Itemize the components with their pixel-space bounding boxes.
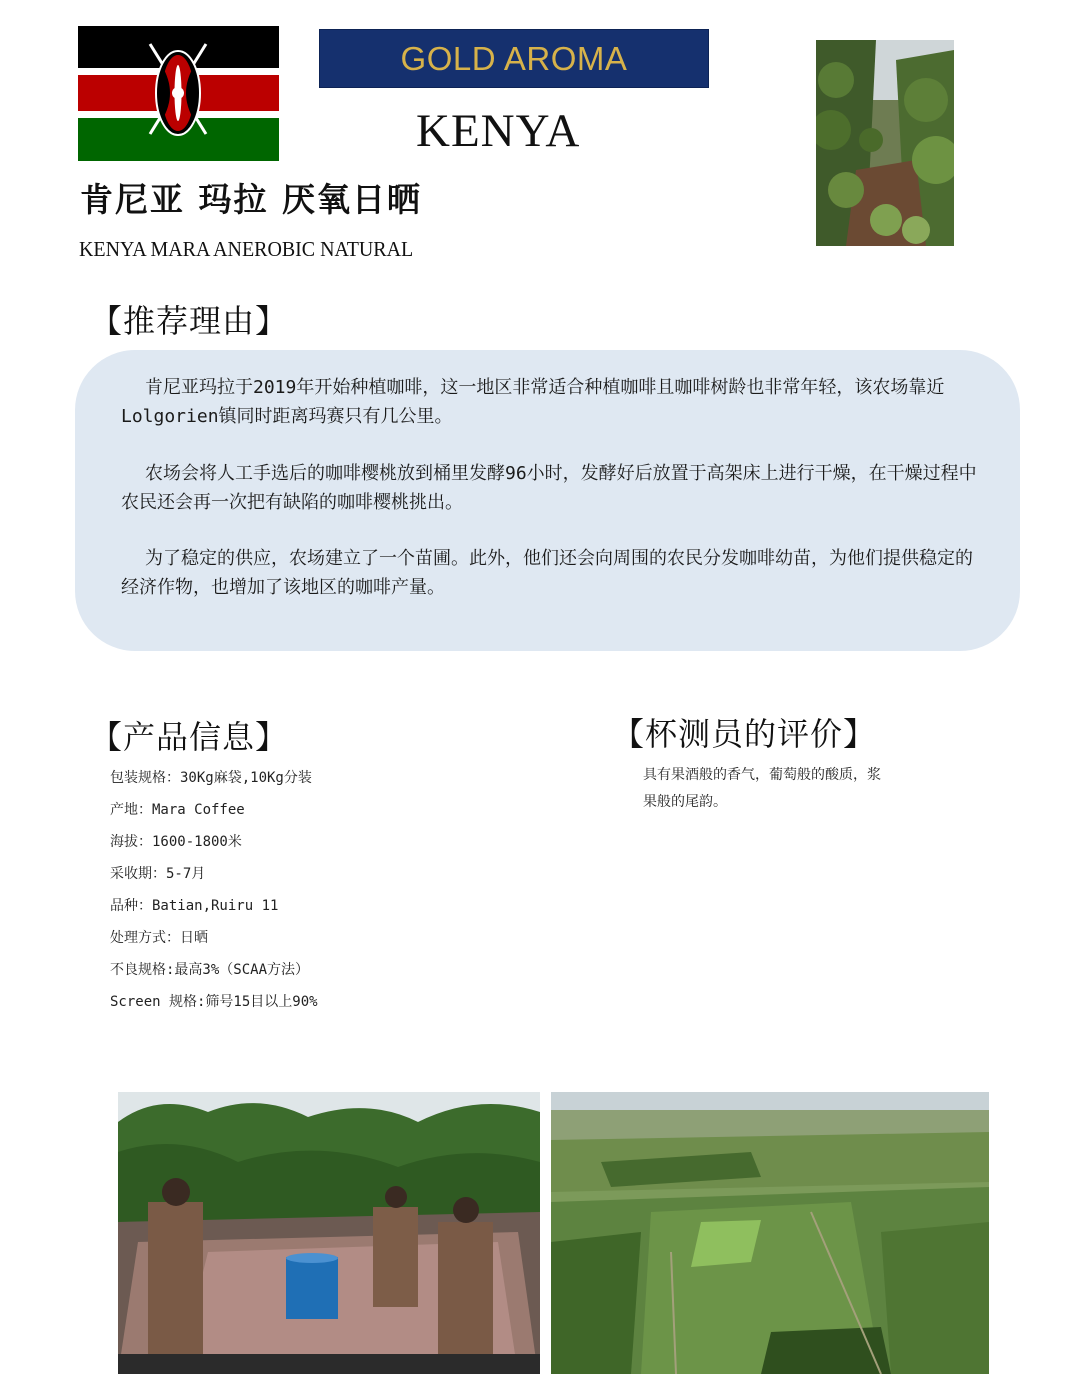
reason-paragraph: 肯尼亚玛拉于2019年开始种植咖啡，这一地区非常适合种植咖啡且咖啡树龄也非常年轻，该农场靠近Lolgorien镇同时距离玛赛只有几公里。	[121, 377, 945, 427]
product-info-heading: 【产品信息】	[90, 718, 289, 756]
product-info-line: Screen 规格:筛号15目以上90%	[110, 994, 318, 1010]
logo-text: GOLD AROMA	[400, 39, 628, 77]
coffee-plants-photo	[816, 40, 954, 246]
aerial-farm-photo	[551, 1092, 989, 1374]
product-info-line: 不良规格:最高3%（SCAA方法）	[110, 962, 310, 978]
cupper-review-heading: 【杯测员的评价】	[612, 715, 877, 753]
product-info-line: 产地：Mara Coffee	[110, 802, 245, 818]
drying-beds-photo	[118, 1092, 540, 1374]
product-info-line: 包装规格：30Kg麻袋,10Kg分装	[110, 770, 312, 786]
reason-paragraph: 农场会将人工手选后的咖啡樱桃放到桶里发酵96小时，发酵好后放置于高架床上进行干燥，在干燥过程中农民还会再一次把有缺陷的咖啡樱桃挑出。	[121, 463, 977, 513]
country-title: KENYA	[416, 105, 581, 157]
kenya-flag-icon	[78, 26, 279, 161]
product-title-en: KENYA MARA ANEROBIC NATURAL	[79, 237, 414, 261]
reason-heading: 【推荐理由】	[90, 302, 289, 340]
product-title-cn: 肯尼亚 玛拉 厌氧日晒	[80, 180, 422, 219]
product-info-list	[110, 767, 318, 1023]
gold-aroma-logo	[319, 29, 709, 88]
product-info-line: 采收期：5-7月	[110, 866, 206, 882]
product-info-line: 品种：Batian,Ruiru 11	[110, 898, 279, 914]
product-info-line: 处理方式：日晒	[110, 930, 208, 946]
reason-paragraph: 为了稳定的供应，农场建立了一个苗圃。此外，他们还会向周围的农民分发咖啡幼苗，为他们提供稳定的经济作物，也增加了该地区的咖啡产量。	[121, 548, 973, 598]
cupper-review-text: 具有果酒般的香气，葡萄般的酸质，浆果般的尾韵。	[643, 767, 881, 810]
product-info-line: 海拔：1600-1800米	[110, 834, 242, 850]
